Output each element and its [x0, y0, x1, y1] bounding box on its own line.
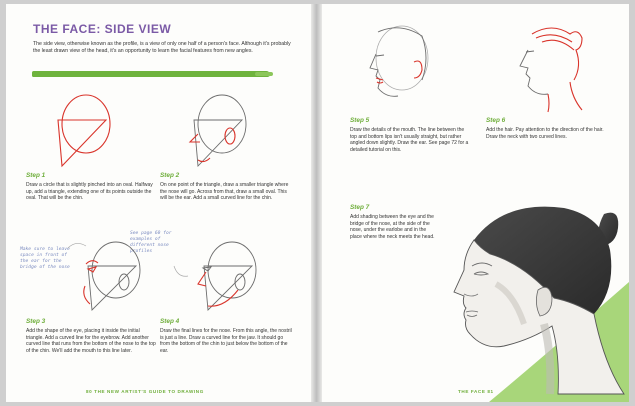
face-triangle [88, 266, 136, 310]
step-2-illustration [182, 90, 252, 170]
face-profile [520, 50, 548, 94]
hair-strands [536, 35, 574, 50]
step-5-label: Step 5 [350, 117, 370, 124]
left-page [6, 4, 311, 402]
book-gutter [311, 4, 322, 402]
step-7-text: Add shading between the eye and the bridge of the nose, at the side of the nose, under the earlobe and in the place where the neck meets the head. [350, 214, 435, 241]
note-ear-spacing: Make sure to leave space in front of the ear for the bridge of the nose [20, 247, 70, 270]
step-1-illustration [48, 90, 118, 170]
head-oval [208, 242, 256, 298]
step-4-illustration [194, 238, 264, 316]
head-oval [92, 242, 140, 298]
face-triangle [204, 266, 252, 310]
step-2-label: Step 2 [160, 172, 180, 179]
step-3-text: Add the shape of the eye, placing it inside the initial triangle. Add a curved line for the eyebrow. Add another curved line that runs from the bottom of the nose to the top of the chin. We'll add the mouth to this line later. [26, 328, 156, 355]
neck-curves [548, 82, 582, 112]
step-4-text: Draw the final lines for the nose. From this angle, the nostril is just a line. Draw a curved line for the jaw. It should go from the bottom of the chin to just below the bottom of the ear. [160, 328, 292, 355]
page-footer: 80 THE NEW ARTIST'S GUIDE TO DRAWING [86, 389, 204, 394]
step-1-text: Draw a circle that is slightly pinched into an oval. Halfway up, add a triangle, extending one of its points outside the oval. That will be the chin. [26, 182, 153, 202]
eye-line [376, 55, 384, 56]
step-6-label: Step 6 [486, 117, 506, 124]
face-triangle [58, 120, 106, 166]
step-6-illustration [502, 18, 592, 112]
eyebrow-curve [86, 261, 98, 264]
green-brush-stroke [32, 71, 270, 77]
step-2-text: On one point of the triangle, draw a smaller triangle where the nose will go. Across from that, draw a small oval. This will be the ear. Add a small curved line for the chin. [160, 182, 289, 202]
step-5-text: Draw the details of the mouth. The line between the top and bottom lips isn't usually straight, but rather angled down slightly. Draw the ear. See page 72 for a detailed tutorial on this. [350, 127, 469, 154]
step-7-portrait [434, 194, 619, 394]
intro-paragraph: The side view, otherwise known as the profile, is a view of only one half of a person's face. Although it's probably the least drawn view of the head, it's an opportunity to learn the facial features from new angles. [33, 41, 291, 55]
step-5-illustration [356, 18, 446, 112]
step-4-label: Step 4 [160, 318, 180, 325]
right-page [322, 4, 629, 402]
note-arrow [174, 266, 188, 276]
step-1-label: Step 1 [26, 172, 46, 179]
ear-detail [414, 61, 422, 78]
step-3-illustration [76, 238, 146, 316]
page-footer: THE FACE 81 [458, 389, 494, 394]
page-title: THE FACE: SIDE VIEW [33, 22, 172, 36]
head-oval [376, 26, 428, 90]
note-nose-profiles: See page 60 for examples of different nose profiles [130, 231, 172, 254]
step-6-text: Add the hair. Pay attention to the direction of the hair. Draw the neck with two curved lines. [486, 127, 604, 140]
step-7-label: Step 7 [350, 204, 370, 211]
head-oval [198, 95, 246, 153]
nose-to-chin-curve [84, 286, 90, 304]
step-3-label: Step 3 [26, 318, 46, 325]
neck-shading [544, 324, 550, 394]
face-triangle [194, 120, 242, 166]
face-profile [370, 54, 398, 96]
skull-line [378, 28, 426, 80]
